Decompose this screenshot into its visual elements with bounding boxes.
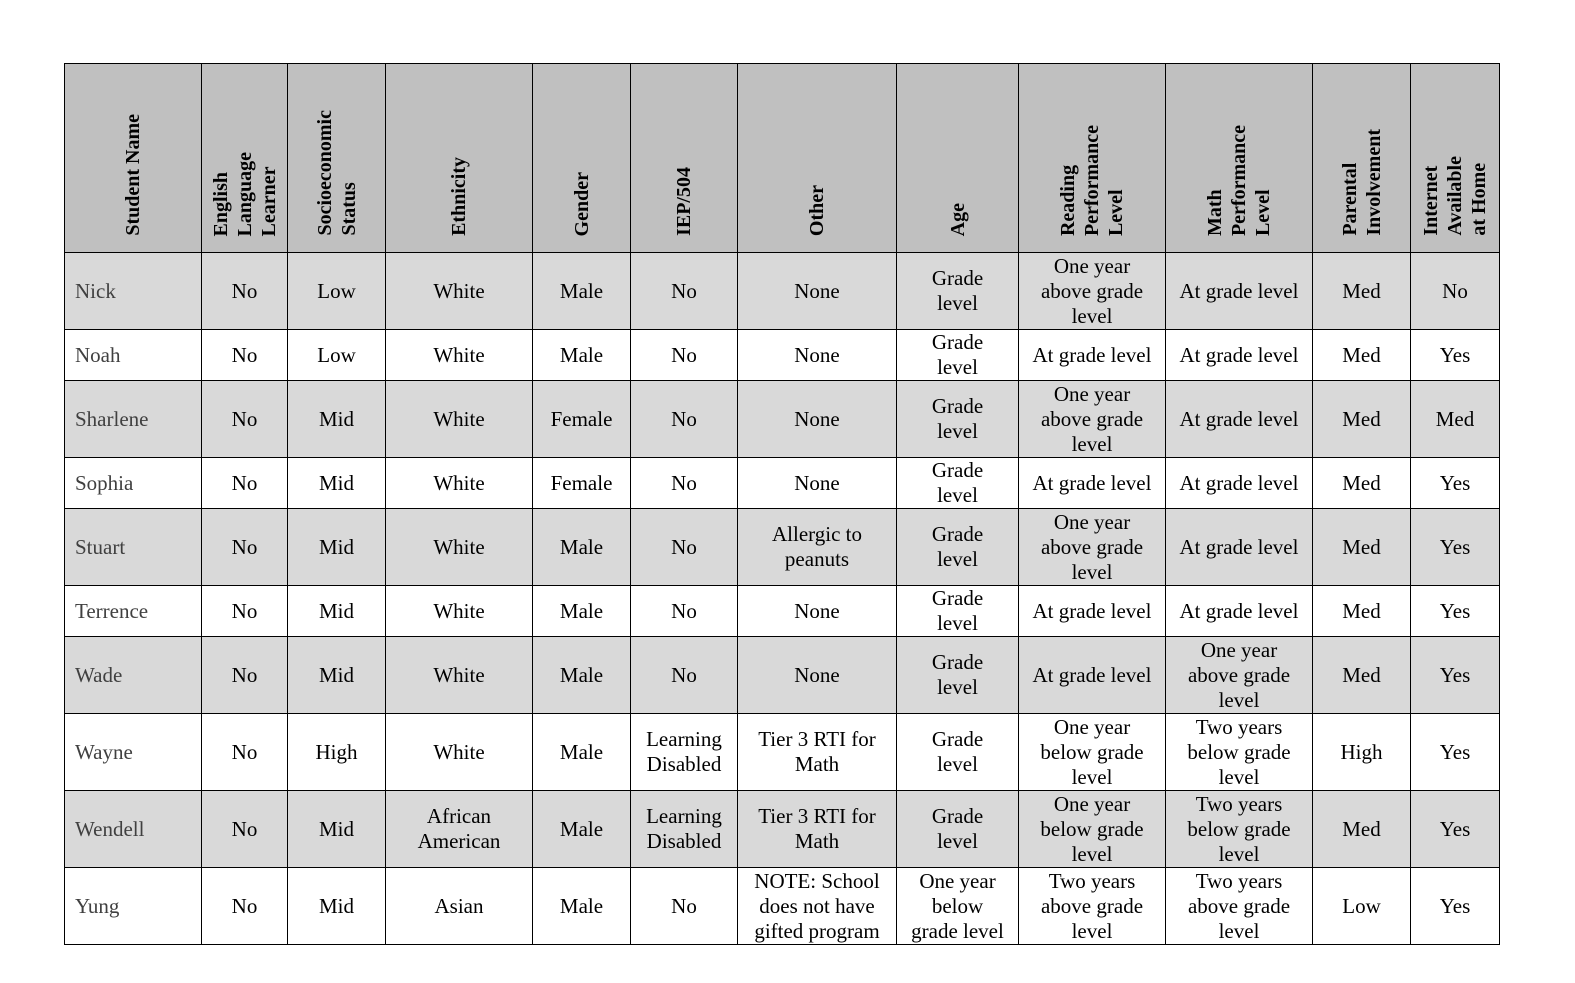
cell-text: No <box>231 893 258 918</box>
age-cell <box>897 330 1019 381</box>
cell-text: No <box>231 534 258 559</box>
cell-text: Terrence <box>75 598 149 623</box>
cell-text: One year above grade level <box>1187 637 1291 712</box>
cell-text: Med <box>1435 406 1475 431</box>
cell-text: Yes <box>1439 342 1471 367</box>
gender-cell <box>533 253 631 330</box>
age-cell <box>897 586 1019 637</box>
cell-text: One year below grade level <box>1040 714 1144 789</box>
header-math-performance-level <box>1166 64 1313 253</box>
other-cell <box>738 791 897 868</box>
age-cell <box>897 381 1019 458</box>
cell-text: Female <box>550 470 613 495</box>
table-row <box>65 714 1500 791</box>
cell-text: Stuart <box>75 534 126 559</box>
reading-level-cell <box>1019 586 1166 637</box>
cell-text: No <box>231 662 258 687</box>
cell-text: White <box>433 598 485 623</box>
cell-text: Grade level <box>931 266 984 315</box>
cell-text: White <box>433 662 485 687</box>
internet-cell <box>1411 381 1500 458</box>
gender-cell <box>533 637 631 714</box>
cell-text: White <box>433 278 485 303</box>
cell-text: No <box>671 893 697 918</box>
parental-involvement-cell <box>1313 330 1411 381</box>
cell-text: Med <box>1342 534 1381 559</box>
header-label: Student Name <box>122 114 144 236</box>
ell-cell <box>202 458 288 509</box>
other-cell <box>738 458 897 509</box>
ell-cell <box>202 586 288 637</box>
age-cell <box>897 509 1019 586</box>
cell-text: Mid <box>318 893 354 918</box>
cell-text: White <box>433 406 485 431</box>
ethnicity-cell <box>386 868 533 945</box>
cell-text: Male <box>559 893 604 918</box>
cell-text: Mid <box>318 816 354 841</box>
internet-cell <box>1411 586 1500 637</box>
cell-text: African American <box>417 804 501 853</box>
parental-involvement-cell <box>1313 637 1411 714</box>
cell-text: Yes <box>1439 816 1471 841</box>
cell-text: No <box>671 342 697 367</box>
other-cell <box>738 586 897 637</box>
cell-text: No <box>231 598 258 623</box>
reading-level-cell <box>1019 637 1166 714</box>
header-student-name <box>65 64 202 253</box>
gender-cell <box>533 586 631 637</box>
parental-involvement-cell <box>1313 586 1411 637</box>
cell-text: No <box>231 342 258 367</box>
cell-text: Two years below grade level <box>1187 791 1291 866</box>
cell-text: None <box>794 342 840 367</box>
reading-level-cell <box>1019 330 1166 381</box>
parental-involvement-cell <box>1313 714 1411 791</box>
header-ethnicity <box>386 64 533 253</box>
cell-text: Male <box>559 534 604 559</box>
math-level-cell <box>1166 253 1313 330</box>
cell-text: No <box>671 406 697 431</box>
reading-level-cell <box>1019 791 1166 868</box>
cell-text: One year below grade level <box>911 868 1004 943</box>
cell-text: High <box>315 739 358 764</box>
ethnicity-cell <box>386 330 533 381</box>
cell-text: Mid <box>318 662 354 687</box>
table-row <box>65 458 1500 509</box>
table-row <box>65 509 1500 586</box>
table-row <box>65 330 1500 381</box>
cell-text: At grade level <box>1179 470 1299 495</box>
cell-text: No <box>1442 278 1468 303</box>
ses-cell <box>288 868 386 945</box>
cell-text: Asian <box>434 893 484 918</box>
cell-text: Grade level <box>931 650 984 699</box>
iep-504-cell <box>631 714 738 791</box>
reading-level-cell <box>1019 458 1166 509</box>
ethnicity-cell <box>386 637 533 714</box>
cell-text: Low <box>317 278 356 303</box>
other-cell <box>738 714 897 791</box>
cell-text: At grade level <box>1032 342 1152 367</box>
cell-text: Yes <box>1439 662 1471 687</box>
parental-involvement-cell <box>1313 458 1411 509</box>
cell-text: Yes <box>1439 893 1471 918</box>
cell-text: No <box>671 278 697 303</box>
cell-text: Med <box>1342 598 1381 623</box>
header-label: Socioeconomic Status <box>313 110 360 236</box>
math-level-cell <box>1166 586 1313 637</box>
cell-text: No <box>231 278 258 303</box>
cell-text: White <box>433 342 485 367</box>
cell-text: Wayne <box>75 739 133 764</box>
header-internet-available-at-home <box>1411 64 1500 253</box>
cell-text: At grade level <box>1179 534 1299 559</box>
cell-text: At grade level <box>1179 406 1299 431</box>
header-label: Math Performance Level <box>1204 124 1274 236</box>
cell-text: Yes <box>1439 598 1471 623</box>
cell-text: Two years below grade level <box>1187 714 1291 789</box>
ell-cell <box>202 868 288 945</box>
student-name-cell <box>65 791 202 868</box>
cell-text: One year above grade level <box>1040 509 1144 584</box>
math-level-cell <box>1166 330 1313 381</box>
gender-cell <box>533 868 631 945</box>
cell-text: Wendell <box>75 816 145 841</box>
cell-text: No <box>231 470 258 495</box>
age-cell <box>897 637 1019 714</box>
other-cell <box>738 381 897 458</box>
header-iep-504 <box>631 64 738 253</box>
cell-text: White <box>433 739 485 764</box>
cell-text: Med <box>1342 816 1381 841</box>
gender-cell <box>533 791 631 868</box>
cell-text: Wade <box>75 662 123 687</box>
cell-text: None <box>794 406 840 431</box>
cell-text: White <box>433 470 485 495</box>
cell-text: Two years above grade level <box>1187 868 1291 943</box>
ses-cell <box>288 791 386 868</box>
reading-level-cell <box>1019 253 1166 330</box>
cell-text: No <box>671 598 697 623</box>
cell-text: Mid <box>318 470 354 495</box>
ethnicity-cell <box>386 509 533 586</box>
cell-text: No <box>671 662 697 687</box>
cell-text: No <box>231 406 258 431</box>
header-english-language-learner <box>202 64 288 253</box>
gender-cell <box>533 714 631 791</box>
ses-cell <box>288 509 386 586</box>
parental-involvement-cell <box>1313 791 1411 868</box>
header-label: Internet Available at Home <box>1420 156 1490 236</box>
header-label: Reading Performance Level <box>1057 124 1127 236</box>
iep-504-cell <box>631 253 738 330</box>
internet-cell <box>1411 714 1500 791</box>
other-cell <box>738 330 897 381</box>
ses-cell <box>288 714 386 791</box>
cell-text: Male <box>559 598 604 623</box>
math-level-cell <box>1166 637 1313 714</box>
math-level-cell <box>1166 381 1313 458</box>
age-cell <box>897 714 1019 791</box>
student-name-cell <box>65 253 202 330</box>
student-name-cell <box>65 586 202 637</box>
internet-cell <box>1411 458 1500 509</box>
cell-text: Male <box>559 662 604 687</box>
gender-cell <box>533 458 631 509</box>
student-name-cell <box>65 381 202 458</box>
reading-level-cell <box>1019 868 1166 945</box>
cell-text: No <box>231 816 258 841</box>
header-gender <box>533 64 631 253</box>
iep-504-cell <box>631 330 738 381</box>
cell-text: None <box>794 470 840 495</box>
cell-text: Yes <box>1439 739 1471 764</box>
cell-text: Yes <box>1439 534 1471 559</box>
internet-cell <box>1411 791 1500 868</box>
cell-text: Allergic to peanuts <box>771 522 862 571</box>
age-cell <box>897 253 1019 330</box>
cell-text: Male <box>559 739 604 764</box>
student-name-cell <box>65 509 202 586</box>
parental-involvement-cell <box>1313 509 1411 586</box>
cell-text: Grade level <box>931 727 984 776</box>
cell-text: Med <box>1342 278 1381 303</box>
cell-text: One year above grade level <box>1040 381 1144 456</box>
ses-cell <box>288 381 386 458</box>
iep-504-cell <box>631 458 738 509</box>
iep-504-cell <box>631 868 738 945</box>
student-name-cell <box>65 330 202 381</box>
student-name-cell <box>65 637 202 714</box>
cell-text: Yes <box>1439 470 1471 495</box>
gender-cell <box>533 330 631 381</box>
header-label: Gender <box>570 171 593 236</box>
cell-text: Learning Disabled <box>646 804 722 853</box>
internet-cell <box>1411 253 1500 330</box>
internet-cell <box>1411 330 1500 381</box>
header-label: Parental Involvement <box>1338 129 1385 236</box>
internet-cell <box>1411 637 1500 714</box>
math-level-cell <box>1166 714 1313 791</box>
cell-text: Male <box>559 278 604 303</box>
cell-text: None <box>794 278 840 303</box>
cell-text: Learning Disabled <box>646 727 722 776</box>
iep-504-cell <box>631 509 738 586</box>
cell-text: Male <box>559 342 604 367</box>
cell-text: Sophia <box>75 470 134 495</box>
cell-text: Low <box>317 342 356 367</box>
cell-text: At grade level <box>1032 598 1152 623</box>
ell-cell <box>202 791 288 868</box>
cell-text: Med <box>1342 470 1381 495</box>
ses-cell <box>288 458 386 509</box>
cell-text: Low <box>1342 893 1381 918</box>
parental-involvement-cell <box>1313 868 1411 945</box>
ethnicity-cell <box>386 253 533 330</box>
cell-text: Grade level <box>931 458 984 507</box>
ell-cell <box>202 381 288 458</box>
student-profile-table-container <box>64 63 1500 945</box>
table-header <box>65 64 1500 253</box>
ses-cell <box>288 330 386 381</box>
header-row <box>65 64 1500 253</box>
cell-text: Tier 3 RTI for Math <box>758 804 876 853</box>
ell-cell <box>202 253 288 330</box>
cell-text: Med <box>1342 406 1381 431</box>
cell-text: Sharlene <box>75 406 149 431</box>
ethnicity-cell <box>386 586 533 637</box>
cell-text: High <box>1340 739 1383 764</box>
other-cell <box>738 637 897 714</box>
parental-involvement-cell <box>1313 381 1411 458</box>
table-row <box>65 637 1500 714</box>
ell-cell <box>202 714 288 791</box>
age-cell <box>897 791 1019 868</box>
table-row <box>65 586 1500 637</box>
header-other <box>738 64 897 253</box>
cell-text: Grade level <box>931 330 984 379</box>
header-age <box>897 64 1019 253</box>
cell-text: At grade level <box>1179 278 1299 303</box>
other-cell <box>738 868 897 945</box>
cell-text: At grade level <box>1179 342 1299 367</box>
table-row <box>65 253 1500 330</box>
other-cell <box>738 253 897 330</box>
age-cell <box>897 458 1019 509</box>
ethnicity-cell <box>386 458 533 509</box>
cell-text: None <box>794 662 840 687</box>
cell-text: Grade level <box>931 522 984 571</box>
gender-cell <box>533 381 631 458</box>
header-label: Ethnicity <box>448 157 470 236</box>
cell-text: Nick <box>75 278 116 303</box>
math-level-cell <box>1166 791 1313 868</box>
other-cell <box>738 509 897 586</box>
header-label: Age <box>946 202 969 236</box>
cell-text: Grade level <box>931 586 984 635</box>
cell-text: Noah <box>75 342 121 367</box>
cell-text: Mid <box>318 534 354 559</box>
cell-text: Tier 3 RTI for Math <box>758 727 876 776</box>
math-level-cell <box>1166 458 1313 509</box>
table-row <box>65 868 1500 945</box>
age-cell <box>897 868 1019 945</box>
cell-text: At grade level <box>1179 598 1299 623</box>
table-row <box>65 381 1500 458</box>
cell-text: Med <box>1342 662 1381 687</box>
cell-text: No <box>671 470 697 495</box>
cell-text: None <box>794 598 840 623</box>
ses-cell <box>288 637 386 714</box>
cell-text: Grade level <box>931 394 984 443</box>
math-level-cell <box>1166 509 1313 586</box>
reading-level-cell <box>1019 381 1166 458</box>
header-reading-performance-level <box>1019 64 1166 253</box>
cell-text: No <box>231 739 258 764</box>
iep-504-cell <box>631 637 738 714</box>
iep-504-cell <box>631 381 738 458</box>
cell-text: Mid <box>318 598 354 623</box>
cell-text: Mid <box>318 406 354 431</box>
ell-cell <box>202 509 288 586</box>
ell-cell <box>202 330 288 381</box>
ell-cell <box>202 637 288 714</box>
cell-text: Two years above grade level <box>1040 868 1144 943</box>
cell-text: Female <box>550 406 613 431</box>
cell-text: Med <box>1342 342 1381 367</box>
header-label: Other <box>806 184 828 236</box>
math-level-cell <box>1166 868 1313 945</box>
cell-text: One year above grade level <box>1040 253 1144 328</box>
cell-text: At grade level <box>1032 470 1152 495</box>
table-body <box>65 253 1500 945</box>
cell-text: White <box>433 534 485 559</box>
header-label: IEP/504 <box>673 167 695 236</box>
gender-cell <box>533 509 631 586</box>
cell-text: At grade level <box>1032 662 1152 687</box>
cell-text: Male <box>559 816 604 841</box>
ethnicity-cell <box>386 714 533 791</box>
cell-text: No <box>671 534 697 559</box>
student-profile-table <box>64 63 1500 945</box>
ses-cell <box>288 253 386 330</box>
ses-cell <box>288 586 386 637</box>
ethnicity-cell <box>386 791 533 868</box>
cell-text: One year below grade level <box>1040 791 1144 866</box>
reading-level-cell <box>1019 509 1166 586</box>
student-name-cell <box>65 868 202 945</box>
cell-text: NOTE: School does not have gifted program <box>754 868 880 943</box>
internet-cell <box>1411 509 1500 586</box>
internet-cell <box>1411 868 1500 945</box>
header-parental-involvement <box>1313 64 1411 253</box>
parental-involvement-cell <box>1313 253 1411 330</box>
header-label: English Language Learner <box>209 151 280 236</box>
iep-504-cell <box>631 791 738 868</box>
student-name-cell <box>65 714 202 791</box>
student-name-cell <box>65 458 202 509</box>
table-row <box>65 791 1500 868</box>
iep-504-cell <box>631 586 738 637</box>
reading-level-cell <box>1019 714 1166 791</box>
ethnicity-cell <box>386 381 533 458</box>
cell-text: Yung <box>75 893 120 918</box>
cell-text: Grade level <box>931 804 984 853</box>
header-socioeconomic-status <box>288 64 386 253</box>
